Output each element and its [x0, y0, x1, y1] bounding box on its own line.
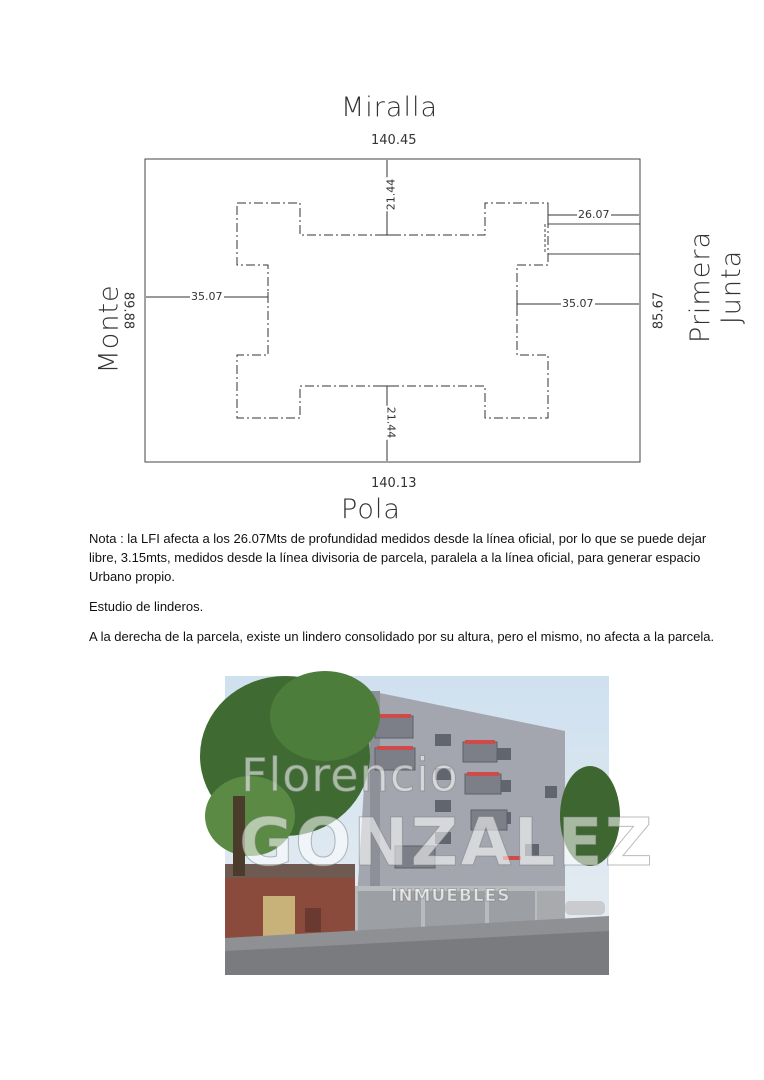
dimension-inner-right: 35.07: [562, 297, 594, 310]
street-label-left: Monte: [93, 284, 125, 374]
building-photo: [225, 676, 655, 975]
street-label-right: Primera Junta: [685, 231, 747, 343]
buildable-area-outline: [237, 203, 548, 418]
site-plan-drawing: [0, 0, 764, 520]
dimension-top: 140.45: [371, 133, 417, 148]
dimension-inner-top: 21.44: [384, 178, 398, 211]
note-paragraph: Nota : la LFI afecta a los 26.07Mts de profundidad medidos desde la línea oficial, por lo que se puede dejar libre, 3.15mts, medidos desde la línea divisoria de parcela, paralela a la línea oficial, para generar espacio Urbano propio.: [89, 531, 707, 584]
street-label-bottom: Pola: [341, 494, 401, 525]
watermark-line3: INMUEBLES: [391, 886, 511, 906]
dimension-inner-right-top: 26.07: [578, 208, 610, 221]
dimension-bottom: 140.13: [371, 476, 417, 491]
linderos-paragraph: A la derecha de la parcela, existe un lindero consolidado por su altura, pero el mismo, no afecta a la parcela.: [89, 629, 715, 644]
dimension-inner-left: 35.07: [191, 290, 223, 303]
watermark-line2: GONZALEZ: [239, 804, 655, 881]
dimension-right: 85.67: [651, 291, 667, 330]
watermark-line1: Florencio: [241, 748, 459, 802]
dimension-inner-bottom: 21.44: [384, 406, 398, 439]
street-label-top: Miralla: [341, 92, 438, 123]
dimension-left: 89.88: [120, 291, 136, 330]
section-heading: Estudio de linderos.: [89, 599, 204, 614]
